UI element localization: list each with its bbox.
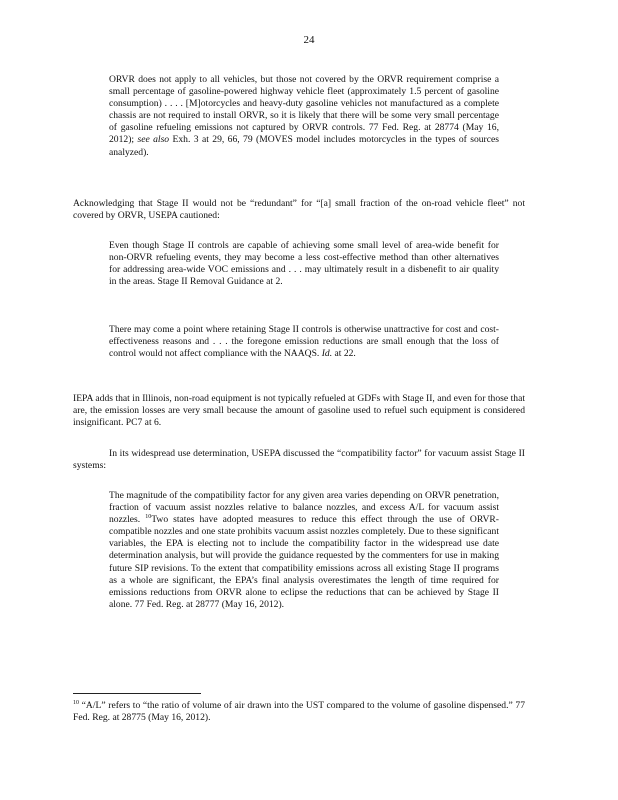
block-quote-compatibility	[109, 490, 499, 611]
page-number: 24	[303, 34, 315, 46]
paragraph-widespread-use: In its widespread use determination, USEPA discussed the “compatibility factor” for vacuum assist Stage II systems:	[73, 448, 525, 472]
quote-text: There may come a point where retaining Stage II controls is otherwise unattractive for cost and cost-effectiveness reasons and . . . the foregone emission reductions are small enough that the loss of control would not affect compliance with the NAAQS.	[109, 324, 499, 360]
quote-citation: at 22.	[334, 348, 356, 360]
quote-citation: Exh. 3 at 29, 66, 79 (MOVES model includes motorcycles in the types of sources analyzed).	[109, 134, 499, 158]
block-quote-orvr	[109, 74, 499, 159]
paragraph-acknowledging: Acknowledging that Stage II would not be “redundant” for “[a] small fraction of the on-road vehicle fleet” not covered by ORVR, USEPA cautioned:	[73, 198, 525, 222]
footnote-text: “A/L” refers to “the ratio of volume of air drawn into the UST compared to the volume of gasoline dispensed.” 77 Fed. Reg. at 28775 (May 16, 2012).	[73, 700, 526, 724]
id-signal: Id.	[321, 348, 333, 360]
block-quote-naaqs	[109, 324, 499, 360]
paragraph-iepa: IEPA adds that in Illinois, non-road equipment is not typically refueled at GDFs with Stage II, and even for those that are, the emission losses are very small because the amount of gasoline used to refuel such equipment is considered insignificant. PC7 at 6.	[73, 393, 525, 429]
quote-text: ORVR does not apply to all vehicles, but those not covered by the ORVR requirement comprise a small percentage of gasoline-powered highway vehicle fleet (approximately 1.5 percent of gasoline consumption) . . . . [M]otorcycles and heavy-duty gasoline vehicles not manufactured as a complete chassis are not required to install ORVR, so it is likely that there will be some very small percentage of gasoline refueling emissions not captured by ORVR controls. 77 Fed. Reg. at 28774 (May 16, 2012);	[109, 74, 499, 146]
block-quote-removal-guidance: Even though Stage II controls are capable of achieving some small level of area-wide benefit for non-ORVR refueling events, they may become a less cost-effective method than other alternatives for addressing area-wide VOC emissions and . . . may ultimately result in a disbenefit to air quality in the areas. Stage II Removal Guidance at 2.	[109, 240, 499, 288]
footnote-reference[interactable]: 10	[145, 514, 152, 521]
quote-text-before: The magnitude of the compatibility factor for any given area varies depending on ORVR penetration, fraction of vacuum assist nozzles relative to balance nozzles, and excess A/L for vacuum assist nozzles.	[109, 490, 499, 526]
footnote-mark: 10	[73, 700, 79, 706]
footnote	[73, 700, 525, 724]
quote-text-after: Two states have adopted measures to reduce this effect through the use of ORVR-compatible nozzles and one state prohibits vacuum assist nozzles completely. Due to these significant variables, the EPA is electing not to include the compatibility factor in the widespread use date determination analysis, but will provide the guidance requested by the commenters for use in making future SIP revisions. To the extent that compatibility emissions across all existing Stage II programs as a whole are significant, the EPA’s final analysis overestimates the length of time required for emissions reductions from ORVR alone to eclipse the reductions that can be achieved by Stage II alone. 77 Fed. Reg. at 28777 (May 16, 2012).	[109, 514, 499, 610]
footnote-divider	[73, 693, 201, 694]
see-also-signal: see also	[137, 134, 170, 146]
